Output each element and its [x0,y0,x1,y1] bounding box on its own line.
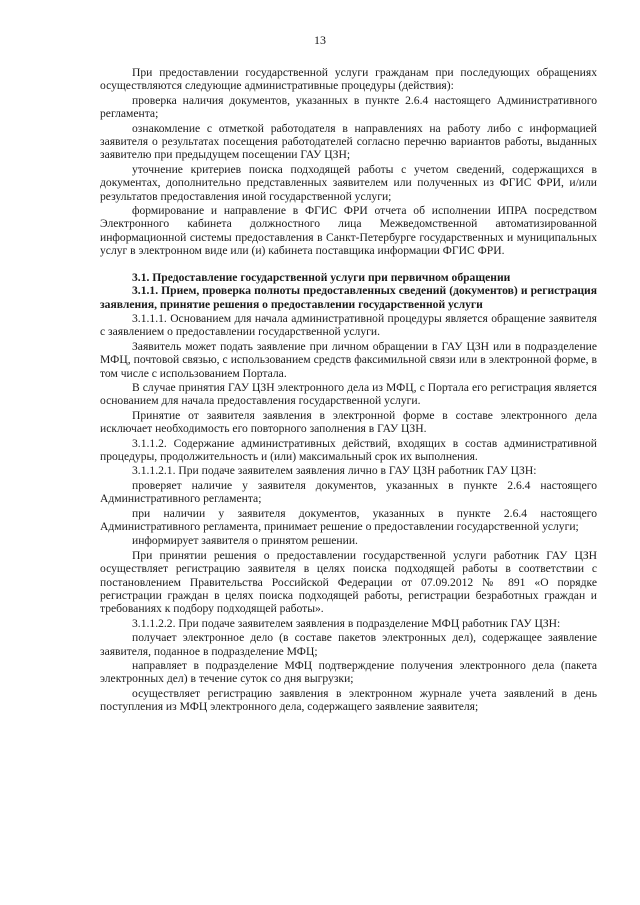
paragraph: ознакомление с отметкой работодателя в направлениях на работу либо с информацией заявителя о результатах посещения работодателей согласно перечню вариантов работы, выданных заявителю при предыдущем посещении ГАУ ЦЗН; [100,121,597,162]
subsection-heading: 3.1.1. Прием, проверка полноты предоставленных сведений (документов) и регистрация заявления, принятие решения о предоставлении государственной услуги [100,284,597,311]
paragraph: В случае принятия ГАУ ЦЗН электронного дела из МФЦ, с Портала его регистрация является основанием для начала предоставления государственной услуги. [100,380,597,408]
paragraph: осуществляет регистрацию заявления в электронном журнале учета заявлений в день поступления из МФЦ электронного дела, содержащего заявление заявителя; [100,686,597,714]
paragraph: 3.1.1.2. Содержание административных действий, входящих в состав административной процедуры, продолжительность и (или) максимальный срок их выполнения. [100,436,597,463]
paragraph: 3.1.1.2.2. При подаче заявителем заявления в подразделение МФЦ работник ГАУ ЦЗН: [132,616,561,630]
paragraph: информирует заявителя о принятом решении. [132,534,358,548]
document-body [100,66,597,715]
section-heading: 3.1. Предоставление государственной услуги при первичном обращении [132,270,511,284]
paragraph: 3.1.1.2.1. При подаче заявителем заявления лично в ГАУ ЦЗН работник ГАУ ЦЗН: [132,464,537,478]
paragraph: проверка наличия документов, указанных в пункте 2.6.4 настоящего Административного регламента; [100,93,597,121]
paragraph: Заявитель может подать заявление при личном обращении в ГАУ ЦЗН или в подразделение МФЦ, почтовой связью, с использованием средств факсимильной связи или в электронной форме, в том числе с использованием Портала. [100,339,597,380]
paragraph: уточнение критериев поиска подходящей работы с учетом сведений, содержащихся в документах, дополнительно представленных заявителем или полученных из ФГИС ФРИ, и/или результатов предоставления иной государственной услуги; [100,162,597,203]
paragraph: формирование и направление в ФГИС ФРИ отчета об исполнении ИПРА посредством Электронного кабинета должностного лица Межведомственной автоматизированной информационной системы предоставления в Санкт-Петербурге государственных и муниципальных услуг в электронном виде или (и) кабинета поставщика информации ФГИС ФРИ. [100,204,597,258]
paragraph: при наличии у заявителя документов, указанных в пункте 2.6.4 настоящего Административного регламента, принимает решение о предоставлении государственной услуги; [100,506,597,533]
paragraph: направляет в подразделение МФЦ подтверждение получения электронного дела (пакета электронных дел) в течение суток со дня выгрузки; [100,659,597,686]
paragraph: получает электронное дело (в составе пакетов электронных дел), содержащее заявление заявителя, поданное в подразделение МФЦ; [100,631,597,658]
paragraph: При принятии решения о предоставлении государственной услуги работник ГАУ ЦЗН осуществляет регистрацию заявителя в целях поиска подходящей работы в соответствии с постановлением Правительства Российской Федерации от 07.09.2012 № 891 «О порядке регистрации граждан в целях поиска подходящей работы, регистрации безработных граждан и требованиях к подбору подходящей работы». [100,548,597,616]
paragraph: Принятие от заявителя заявления в электронной форме в составе электронного дела исключает необходимость его повторного заполнения в ГАУ ЦЗН. [100,408,597,436]
paragraph: При предоставлении государственной услуги гражданам при последующих обращениях осуществляются следующие административные процедуры (действия): [100,66,597,93]
page-number: 13 [314,33,326,47]
paragraph: 3.1.1.1. Основанием для начала административной процедуры является обращение заявителя с заявлением о предоставлении государственной услуги. [100,311,597,339]
paragraph: проверяет наличие у заявителя документов, указанных в пункте 2.6.4 настоящего Административного регламента; [100,478,597,506]
